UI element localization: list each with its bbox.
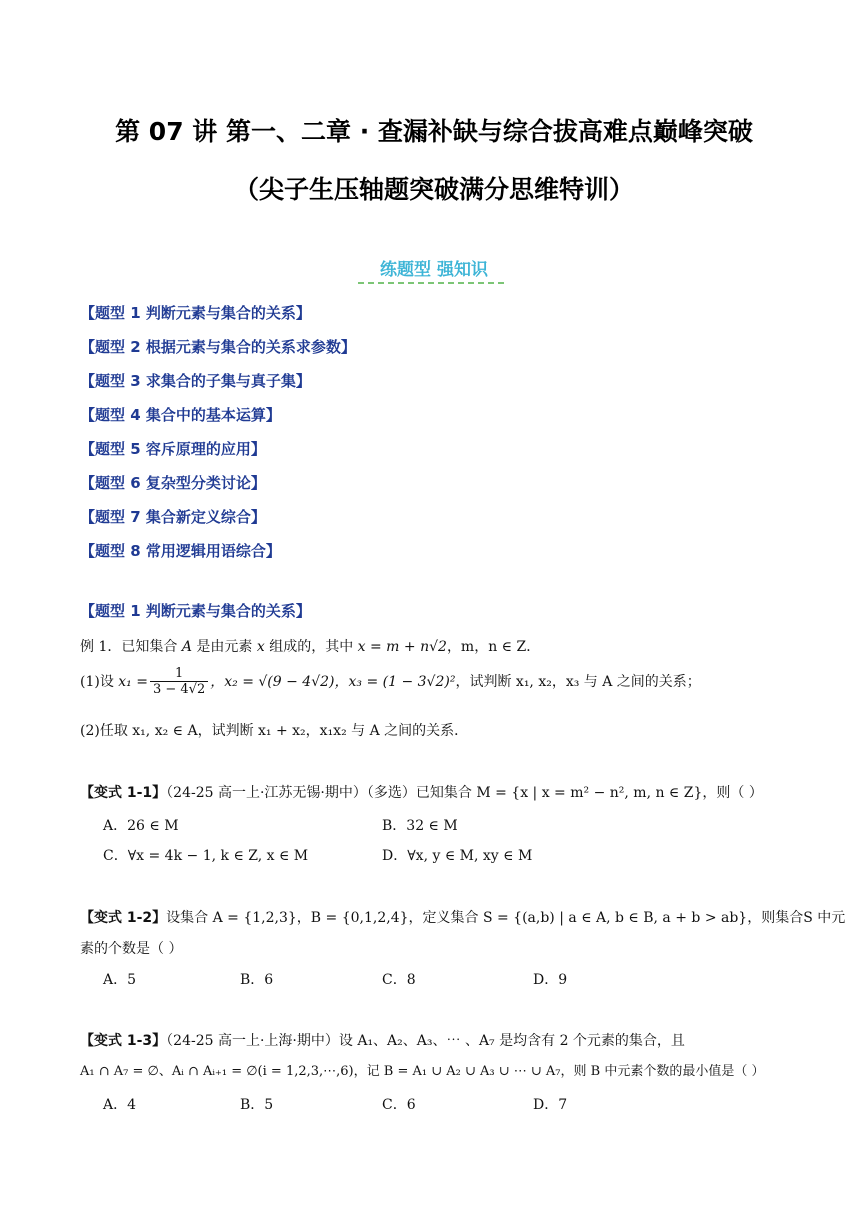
example-1-part-1 (80, 666, 701, 698)
type-list-item[interactable]: 【题型 3 求集合的子集与真子集】 (80, 372, 311, 390)
type-list-item[interactable]: 【题型 5 容斥原理的应用】 (80, 440, 266, 458)
part-1-prefix: (1)设 (80, 674, 119, 690)
option-b[interactable]: B．5 (240, 1097, 274, 1113)
element-symbol-x: x (256, 639, 265, 655)
part-1-x1: x₁ = (118, 674, 148, 690)
option-a[interactable]: A．4 (103, 1097, 137, 1113)
example-1-part-2: (2)任取 x₁, x₂ ∈ A，试判断 x₁ + x₂，x₁x₂ 与 A 之间的关系． (80, 723, 469, 739)
option-b[interactable]: B．32 ∈ M (382, 818, 458, 834)
option-b[interactable]: B．6 (240, 972, 274, 988)
option-a[interactable]: A．5 (103, 972, 137, 988)
example-1-text-b: 是由元素 (191, 639, 257, 655)
variant-1-2-text: 设集合 A = {1,2,3}，B = {0,1,2,4}，定义集合 S = {(a,b) | a ∈ A, b ∈ B, a + b > ab}，则集合S 中元 (166, 910, 846, 926)
type-list-item[interactable]: 【题型 2 根据元素与集合的关系求参数】 (80, 338, 356, 356)
fraction-denominator: 3 − 4√2 (152, 682, 206, 697)
variant-1-1 (80, 782, 763, 802)
fraction-numerator: 1 (150, 666, 208, 682)
option-c[interactable]: C．6 (382, 1097, 416, 1113)
variant-1-1-text: （24-25 高一上·江苏无锡·期中）（多选）已知集合 M = {x | x = m² − n², m, n ∈ Z}，则（ ） (166, 785, 763, 801)
variant-1-2 (80, 907, 845, 927)
part-1-x2: ，x₂ = √(9 − 4√2) (210, 674, 335, 690)
option-c[interactable]: C．8 (382, 972, 416, 988)
option-d[interactable]: D．7 (533, 1097, 568, 1113)
part-1-x3: ，x₃ = (1 − 3√2)² (334, 674, 456, 690)
type-list (80, 300, 356, 572)
type-list-item[interactable]: 【题型 8 常用逻辑用语综合】 (80, 542, 281, 560)
variant-1-2-text-cont: 素的个数是（ ） (80, 941, 183, 957)
type-list-item[interactable]: 【题型 7 集合新定义综合】 (80, 508, 266, 526)
type1-heading: 【题型 1 判断元素与集合的关系】 (80, 602, 311, 620)
variant-1-3-text: （24-25 高一上·上海·期中）设 A₁、A₂、A₃、⋯ 、A₇ 是均含有 2 个元素的集合，且 (166, 1033, 685, 1049)
variant-1-2-label: 【变式 1-2】 (80, 910, 167, 926)
example-1-text-c: 组成的，其中 (264, 639, 358, 655)
variant-1-3 (80, 1030, 685, 1050)
section-heading: 练题型 强知识 (380, 260, 488, 280)
type-list-item[interactable]: 【题型 4 集合中的基本运算】 (80, 406, 281, 424)
example-1-formula: x = m + n√2 (357, 639, 447, 655)
type-list-item[interactable]: 【题型 1 判断元素与集合的关系】 (80, 304, 311, 322)
option-c[interactable]: C．∀x = 4k − 1, k ∈ Z, x ∈ M (103, 848, 309, 864)
heading-underline (358, 282, 504, 284)
title-line-1: 第 07 讲 第一、二章 · 查漏补缺与综合拔高难点巅峰突破 (115, 117, 753, 146)
example-1-text-a: 例 1．已知集合 (80, 639, 182, 655)
option-d[interactable]: D．9 (533, 972, 568, 988)
example-1-text-d: ，m，n ∈ Z． (446, 639, 541, 655)
option-d[interactable]: D．∀x, y ∈ M, xy ∈ M (382, 848, 533, 864)
option-a[interactable]: A．26 ∈ M (103, 818, 179, 834)
set-symbol-a: A (181, 639, 192, 655)
type-list-item[interactable]: 【题型 6 复杂型分类讨论】 (80, 474, 266, 492)
variant-1-3-label: 【变式 1-3】 (80, 1033, 167, 1049)
part-1-suffix: ，试判断 x₁, x₂，x₃ 与 A 之间的关系； (455, 674, 701, 690)
variant-1-1-label: 【变式 1-1】 (80, 785, 167, 801)
example-1-intro (80, 636, 540, 656)
variant-1-3-text-cont: A₁ ∩ A₇ = ∅、Aᵢ ∩ Aᵢ₊₁ = ∅(i = 1,2,3,⋯,6)，记 B = A₁ ∪ A₂ ∪ A₃ ∪ ⋯ ∪ A₇，则 B 中元素个数的最小值是（ ） (80, 1064, 765, 1079)
title-line-2: （尖子生压轴题突破满分思维特训） (233, 175, 634, 204)
fraction (150, 666, 208, 698)
